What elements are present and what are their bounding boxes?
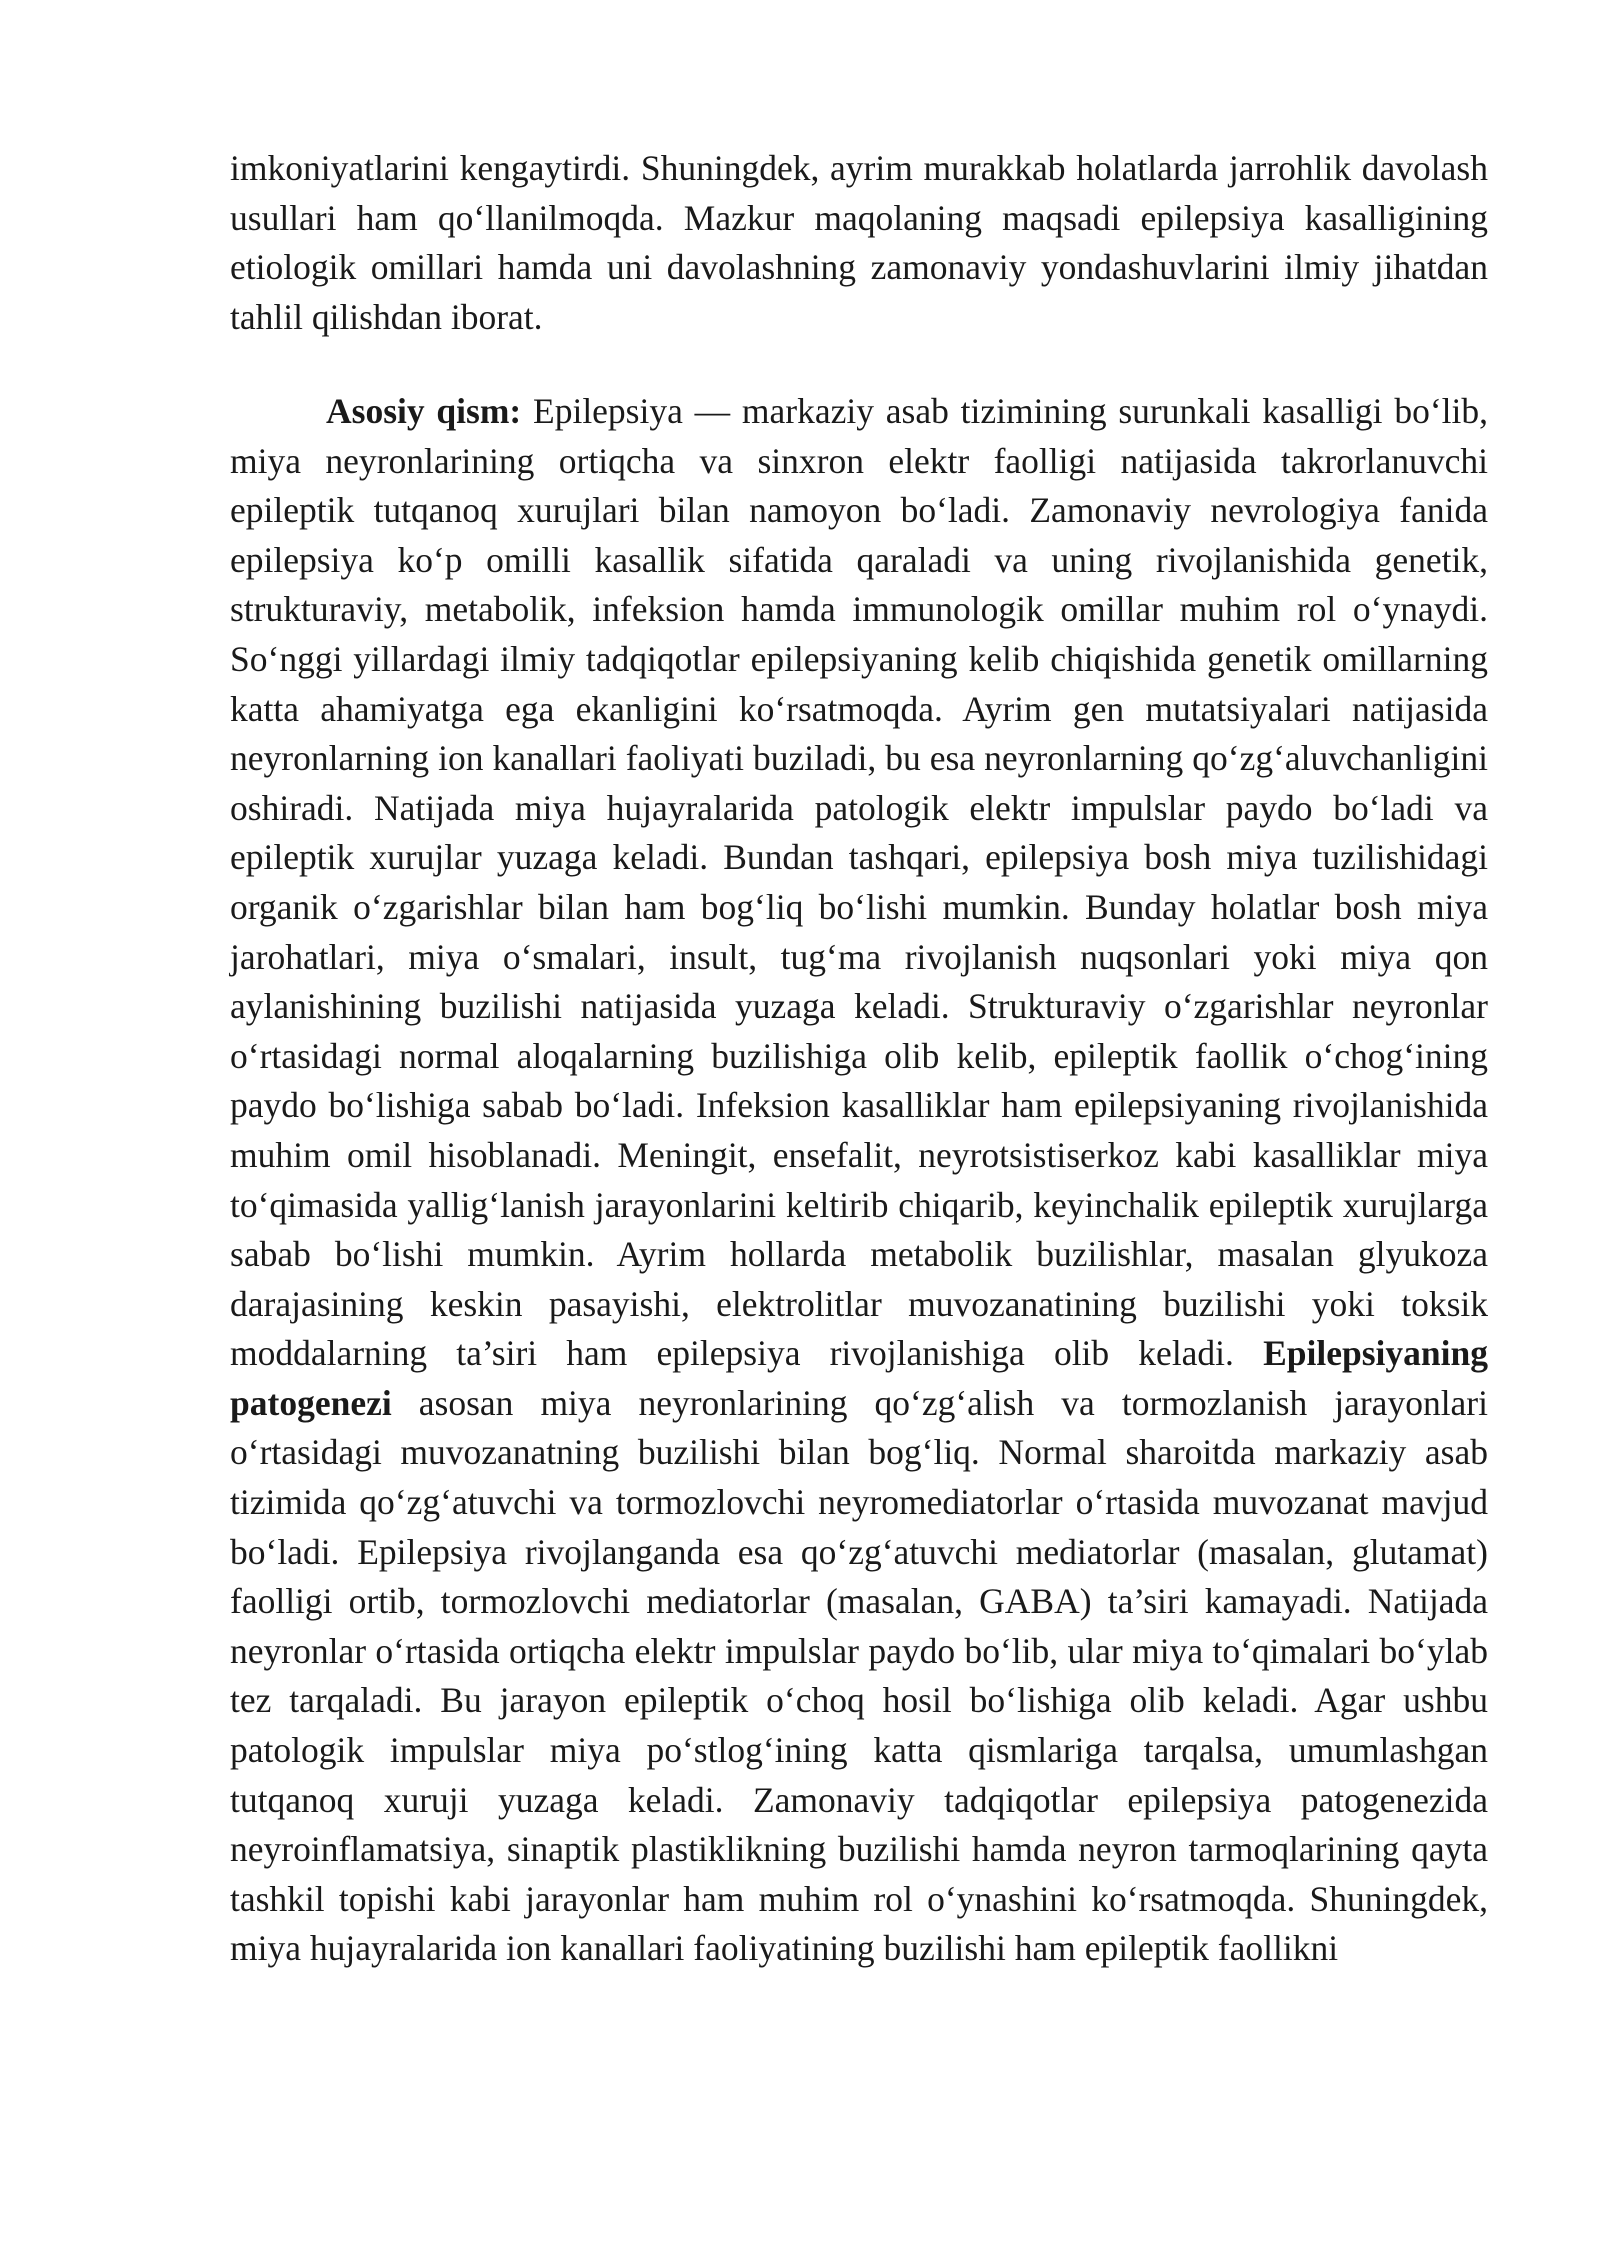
pathogenesis-term: Epilepsiyaning patogenezi <box>230 1333 1488 1423</box>
paragraph-text-part1: Epilepsiya — markaziy asab tizimining surunkali kasalligi bo‘lib, miya neyronlarining ortiqcha va sinxron elektr faolligi natijasida takrorlanuvchi epileptik tutqanoq xurujlari bilan namoyon bo‘ladi. Zamonaviy nevrologiya fanida epilepsiya ko‘p omilli kasallik sifatida qaraladi va uning rivojlanishida genetik, strukturaviy, metabolik, infeksion hamda immunologik omillar muhim rol o‘ynaydi. So‘nggi yillardagi ilmiy tadqiqotlar epilepsiyaning kelib chiqishida genetik omillarning katta ahamiyatga ega ekanligini ko‘rsatmoqda. Ayrim gen mutatsiyalari natijasida neyronlarning ion kanallari faoliyati buziladi, bu esa neyronlarning qo‘zg‘aluvchanligini oshiradi. Natijada miya hujayralarida patologik elektr impulslar paydo bo‘ladi va epileptik xurujlar yuzaga keladi. Bundan tashqari, epilepsiya bosh miya tuzilishidagi organik o‘zgarishlar bilan ham bog‘liq bo‘lishi mumkin. Bunday holatlar bosh miya jarohatlari, miya o‘smalari, insult, tug‘ma rivojlanish nuqsonlari yoki miya qon aylanishining buzilishi natijasida yuzaga keladi. Strukturaviy o‘zgarishlar neyronlar o‘rtasidagi normal aloqalarning buzilishiga olib kelib, epileptik faollik o‘chog‘ining paydo bo‘lishiga sabab bo‘ladi. Infeksion kasalliklar ham epilepsiyaning rivojlanishida muhim omil hisoblanadi. Meningit, ensefalit, neyrotsistiserkoz kabi kasalliklar miya to‘qimasida yallig‘lanish jarayonlarini keltirib chiqarib, keyinchalik epileptik xurujlarga sabab bo‘lishi mumkin. Ayrim hollarda metabolik buzilishlar, masalan glyukoza darajasining keskin pasayishi, elektrolitlar muvozanatining buzilishi yoki toksik moddalarning ta’siri ham epilepsiya rivojlanishiga olib keladi. <box>230 391 1488 1374</box>
main-section-paragraph <box>230 387 1488 1974</box>
section-heading: Asosiy qism: <box>326 391 522 431</box>
main-section <box>230 387 1488 1974</box>
intro-paragraph-text: imkoniyatlarini kengaytirdi. Shuningdek, ayrim murakkab holatlarda jarrohlik davolash usullari ham qo‘llanilmoqda. Mazkur maqolaning maqsadi epilepsiya kasalligining etiologik omillari hamda uni davolashning zamonaviy yondashuvlarini ilmiy jihatdan tahlil qilishdan iborat. <box>230 148 1488 337</box>
paragraph-text-part2: asosan miya neyronlarining qo‘zg‘alish va tormozlanish jarayonlari o‘rtasidagi muvozanatning buzilishi bilan bog‘liq. Normal sharoitda markaziy asab tizimida qo‘zg‘atuvchi va tormozlovchi neyromediatorlar o‘rtasida muvozanat mavjud bo‘ladi. Epilepsiya rivojlanganda esa qo‘zg‘atuvchi mediatorlar (masalan, glutamat) faolligi ortib, tormozlovchi mediatorlar (masalan, GABA) ta’siri kamayadi. Natijada neyronlar o‘rtasida ortiqcha elektr impulslar paydo bo‘lib, ular miya to‘qimalari bo‘ylab tez tarqaladi. Bu jarayon epileptik o‘choq hosil bo‘lishiga olib keladi. Agar ushbu patologik impulslar miya po‘stlog‘ining katta qismlariga tarqalsa, umumlashgan tutqanoq xuruji yuzaga keladi. Zamonaviy tadqiqotlar epilepsiya patogenezida neyroinflamatsiya, sinaptik plastiklikning buzilishi hamda neyron tarmoqlarining qayta tashkil topishi kabi jarayonlar ham muhim rol o‘ynashini ko‘rsatmoqda. Shuningdek, miya hujayralarida ion kanallari faoliyatining buzilishi ham epileptik faollikni <box>230 1382 1488 1969</box>
intro-paragraph-end <box>230 144 1488 342</box>
